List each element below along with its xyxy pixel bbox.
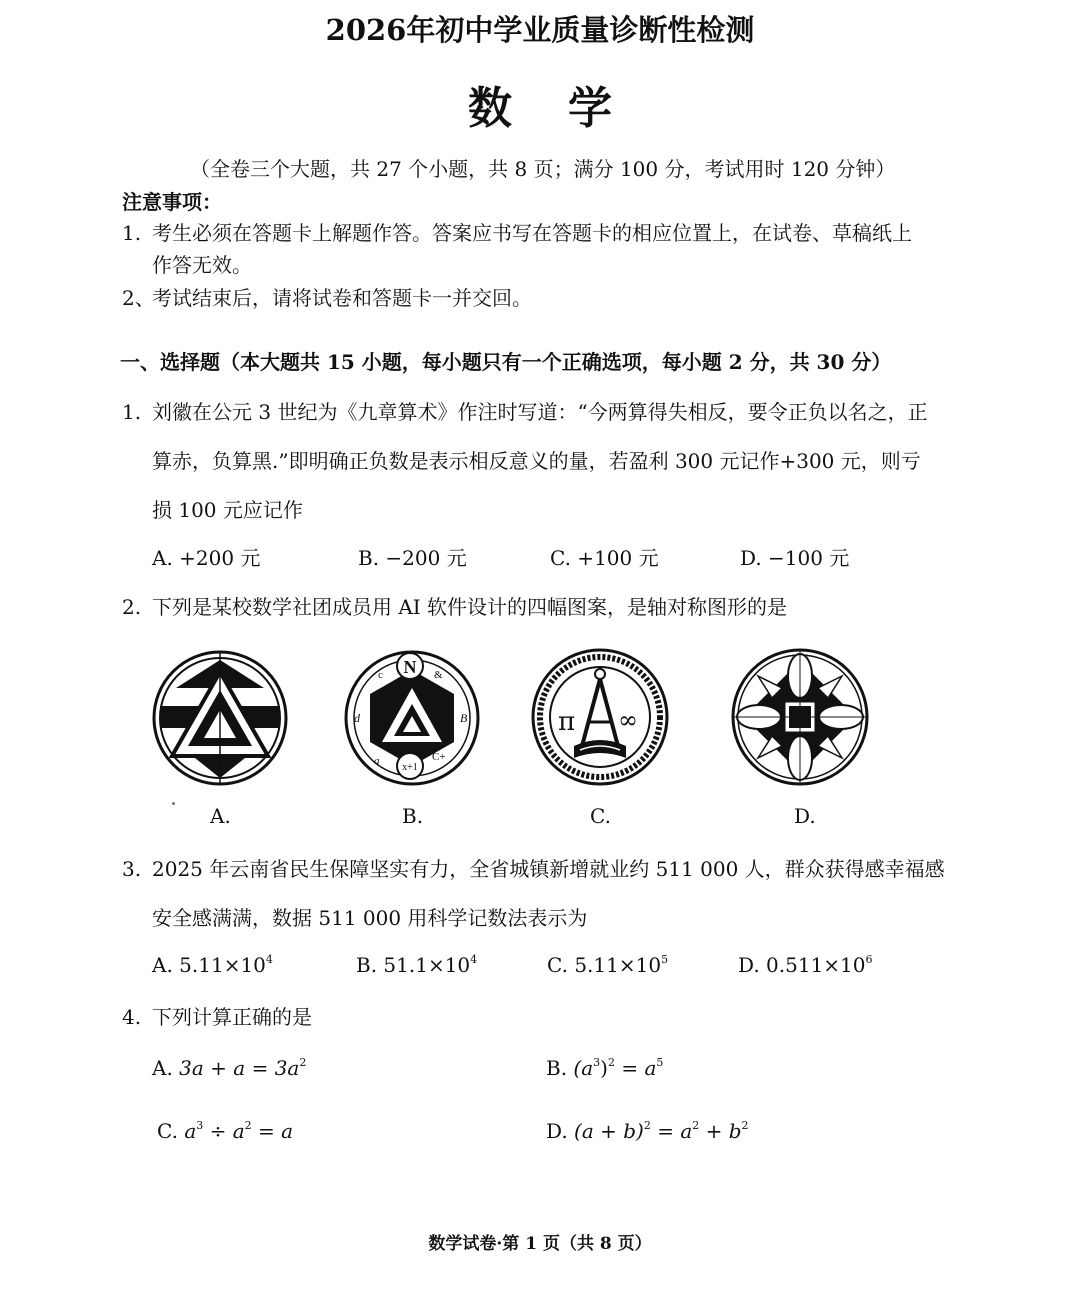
- option-exponent: 5: [661, 953, 669, 966]
- q4-option-a: [152, 1056, 306, 1080]
- section-heading: 一、选择题（本大题共 15 小题，每小题只有一个正确选项，每小题 2 分，共 30 分）: [120, 350, 892, 374]
- option-expression: = a: [614, 1056, 657, 1080]
- exam-title: 2026年初中学业质量诊断性检测: [325, 13, 755, 47]
- option-exponent: 2: [741, 1119, 749, 1132]
- emblem-b-b: B: [460, 711, 468, 725]
- option-exponent: 2: [607, 1056, 615, 1069]
- q3-option-d: [738, 953, 873, 977]
- question-text: 下列是某校数学社团成员用 AI 软件设计的四幅图案，是轴对称图形的是: [152, 595, 788, 619]
- q4-option-c: [157, 1119, 293, 1143]
- question-4: [122, 1001, 312, 1030]
- q1-option-c: C. +100 元: [550, 546, 659, 570]
- option-label: C.: [547, 953, 568, 977]
- option-base: 0.511×10: [766, 953, 866, 977]
- option-label: A.: [152, 1056, 173, 1080]
- question-number: 1.: [122, 400, 142, 424]
- emblem-b: [342, 648, 482, 788]
- option-label: A.: [152, 953, 173, 977]
- option-expression: + b: [699, 1119, 742, 1143]
- subject-title: [0, 72, 1080, 136]
- question-number: 2.: [122, 595, 142, 619]
- option-label: B.: [356, 953, 378, 977]
- option-exponent: 6: [865, 953, 873, 966]
- option-expression: = a: [251, 1119, 294, 1143]
- note-text: 考生必须在答题卡上解题作答。答案应书写在答题卡的相应位置上，在试卷、草稿纸上: [152, 221, 912, 245]
- emblem-b-top-letter: N: [403, 657, 417, 677]
- note-text: 考试结束后，请将试卷和答题卡一并交回。: [152, 286, 532, 310]
- emblem-d-label: D.: [794, 804, 816, 828]
- option-label: B.: [546, 1056, 568, 1080]
- question-3-line-1: [122, 853, 945, 882]
- option-exponent: 4: [265, 953, 273, 966]
- note-item-1-cont: 作答无效。: [152, 253, 252, 277]
- question-3-line-2: 安全感满满，数据 511 000 用科学记数法表示为: [152, 906, 588, 930]
- subject-char-1: 数: [468, 83, 512, 134]
- option-label: D.: [738, 953, 760, 977]
- emblem-c-label: C.: [590, 804, 611, 828]
- scan-speck: [172, 802, 175, 805]
- note-item-1: [122, 217, 912, 246]
- note-number: 1.: [122, 221, 142, 245]
- option-exponent: 3: [593, 1056, 601, 1069]
- option-label: D.: [546, 1119, 568, 1143]
- option-expression: (a: [573, 1056, 594, 1080]
- option-exponent: 2: [692, 1119, 700, 1132]
- option-base: 5.11×10: [179, 953, 266, 977]
- q1-option-d: D. −100 元: [740, 546, 850, 570]
- emblem-b-c: c: [378, 669, 383, 681]
- option-label: C.: [157, 1119, 178, 1143]
- question-number: 3.: [122, 857, 142, 881]
- exam-instruction: （全卷三个大题，共 27 个小题，共 8 页；满分 100 分，考试用时 120 分钟）: [190, 157, 896, 181]
- q3-option-c: [547, 953, 668, 977]
- option-exponent: 3: [196, 1119, 204, 1132]
- notes-heading: 注意事项：: [122, 190, 222, 214]
- option-exponent: 2: [299, 1056, 307, 1069]
- emblem-c: [530, 646, 670, 788]
- q1-option-a: A. +200 元: [152, 546, 261, 570]
- question-text: 下列计算正确的是: [152, 1005, 312, 1029]
- note-number: 2、: [122, 286, 155, 310]
- emblem-b-bottom: x+1: [402, 762, 418, 773]
- question-2: [122, 591, 787, 620]
- question-text: 2025 年云南省民生保障坚实有力，全省城镇新增就业约 511 000 人，群众获得感幸福感: [152, 857, 945, 881]
- emblem-a-label: A.: [210, 804, 231, 828]
- option-exponent: 4: [470, 953, 478, 966]
- option-expression: ÷ a: [203, 1119, 245, 1143]
- emblem-b-d: d: [354, 711, 360, 725]
- q4-option-d: [546, 1119, 749, 1143]
- question-1-line-1: [122, 396, 928, 425]
- option-expression: ): [600, 1056, 608, 1080]
- question-1-line-2: 算赤，负算黑.”即明确正负数是表示相反意义的量，若盈利 300 元记作+300 元，则亏: [152, 449, 921, 473]
- emblem-b-a: a: [374, 755, 380, 767]
- note-item-2: [122, 282, 532, 311]
- option-base: 51.1×10: [383, 953, 471, 977]
- subject-char-2: 学: [568, 83, 612, 134]
- option-base: 5.11×10: [574, 953, 662, 977]
- emblem-b-amp: &: [434, 669, 443, 681]
- page-footer: 数学试卷·第 1 页（共 8 页）: [428, 1234, 652, 1254]
- emblem-b-cplus: C+: [432, 751, 446, 763]
- option-expression: = a: [650, 1119, 693, 1143]
- option-expression: (a + b): [574, 1119, 644, 1143]
- option-exponent: 5: [656, 1056, 664, 1069]
- question-text: 刘徽在公元 3 世纪为《九章算术》作注时写道：“今两算得失相反，要令正负以名之，正: [152, 400, 928, 424]
- option-expression: 3a + a = 3a: [179, 1056, 300, 1080]
- emblem-a: [150, 648, 290, 788]
- q4-option-b: [546, 1056, 663, 1080]
- q3-option-a: [152, 953, 273, 977]
- emblem-d: [730, 646, 870, 788]
- q1-option-b: B. −200 元: [358, 546, 467, 570]
- emblem-c-infinity: ∞: [618, 706, 638, 734]
- emblem-b-label: B.: [402, 804, 424, 828]
- q3-option-b: [356, 953, 477, 977]
- emblem-c-pi: π: [558, 707, 576, 737]
- option-expression: a: [184, 1119, 197, 1143]
- question-number: 4.: [122, 1005, 142, 1029]
- option-exponent: 2: [643, 1119, 651, 1132]
- option-exponent: 2: [244, 1119, 252, 1132]
- question-1-line-3: 损 100 元应记作: [152, 498, 303, 522]
